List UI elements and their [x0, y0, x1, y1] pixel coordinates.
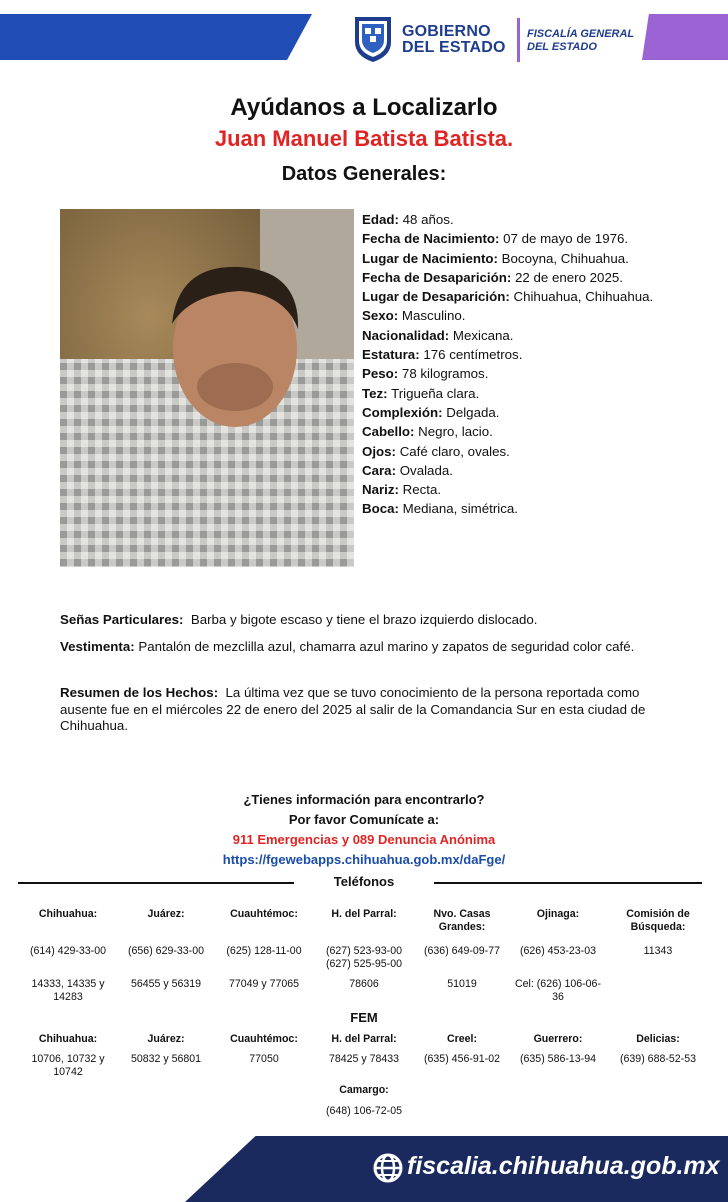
data-row-nacionalidad: [362, 326, 672, 345]
data-row-sexo: [362, 306, 672, 325]
data-row-fecha-desaparicion: [362, 268, 672, 287]
resumen-hechos: [60, 685, 680, 735]
data-value: 48 años.: [402, 212, 454, 227]
data-row-edad: [362, 210, 672, 229]
data-label: Ojos:: [362, 443, 396, 459]
header: [0, 0, 728, 68]
col-header: Chihuahua:: [38, 1033, 98, 1045]
phone-cell: (656) 629-33-00: [128, 945, 204, 957]
missing-person-name: Juan Manuel Batista Batista.: [214, 126, 514, 151]
vestimenta-label: Vestimenta:: [60, 639, 135, 654]
state-shield-logo: [352, 14, 394, 64]
data-row-lugar-desaparicion: [362, 287, 672, 306]
col-header: Juárez:: [147, 1033, 185, 1045]
footer-website[interactable]: fiscalia.chihuahua.gob.mx: [407, 1152, 720, 1180]
data-value: Delgada.: [446, 404, 500, 420]
senas-particulares: [60, 612, 680, 629]
fem-title: FEM: [350, 1010, 378, 1025]
phone-cell: (639) 688-52-53: [620, 1053, 696, 1065]
data-value: 07 de mayo de 1976.: [503, 231, 629, 247]
data-value: Ovalada.: [399, 462, 453, 478]
header-blue-band: [0, 14, 312, 60]
general-data-list: [362, 210, 672, 519]
section-title-datos-generales: Datos Generales:: [281, 163, 447, 185]
resumen-value: La última vez que se tuvo conocimiento de la persona reportada como ausente fue en el miércoles 22 de enero del 2025 al salir de la Comandancia Sur en esta ciudad de Chihuahua.: [60, 685, 646, 733]
data-row-complexion: [362, 403, 672, 422]
data-row-peso: [362, 364, 672, 383]
phone-cell: 11343: [643, 945, 673, 957]
resumen-label: Resumen de los Hechos:: [60, 685, 219, 700]
missing-person-photo: [60, 209, 354, 567]
extension-cell: 50832 y 56801: [130, 1053, 202, 1065]
gobierno-line2: DEL ESTADO: [402, 39, 506, 56]
data-value: 22 de enero 2025.: [514, 269, 623, 285]
extension-cell: 10706, 10732 y 10742: [31, 1053, 105, 1078]
col-header: Cuauhtémoc:: [230, 908, 298, 920]
phone-cell: (636) 649-09-77: [424, 945, 500, 957]
data-label: Fecha de Desaparición:: [362, 269, 512, 285]
extension-cell: 77049 y 77065: [228, 978, 300, 990]
fiscalia-wordmark: [527, 28, 634, 54]
data-label: Cabello:: [362, 424, 415, 440]
telefonos-row-2: [18, 978, 710, 1004]
data-value: 78 kilogramos.: [401, 366, 489, 382]
data-value: Negro, lacio.: [418, 424, 493, 440]
fem-header-row: [18, 1033, 710, 1046]
extension-cell: 78606: [349, 978, 379, 990]
extension-cell: Cel: (626) 106-06-36: [515, 978, 601, 1003]
vestimenta: [60, 639, 680, 656]
data-label: Complexión:: [362, 404, 443, 420]
report-link[interactable]: https://fgewebapps.chihuahua.gob.mx/daFge/: [222, 852, 506, 867]
col-header: Nvo. Casas Grandes:: [433, 908, 491, 933]
data-value: Mexicana.: [452, 327, 514, 343]
data-row-lugar-nacimiento: [362, 249, 672, 268]
data-label: Tez:: [362, 385, 388, 401]
gobierno-line1: GOBIERNO: [402, 23, 491, 40]
data-label: Sexo:: [362, 308, 399, 324]
extension-cell: [606, 978, 710, 1004]
data-value: Café claro, ovales.: [399, 443, 510, 459]
emergency-numbers: 911 Emergencias y 089 Denuncia Anónima: [232, 832, 496, 847]
camargo-label: Camargo:: [339, 1084, 389, 1096]
extension-cell: 14333, 14335 y 14283: [31, 978, 105, 1003]
data-row-cara: [362, 461, 672, 480]
camargo-phone: (648) 106-72-05: [326, 1105, 402, 1117]
phone-cell: (635) 456-91-02: [424, 1053, 500, 1065]
fem-row-1: [18, 1053, 710, 1079]
data-value: Trigueña clara.: [391, 385, 480, 401]
col-header: H. del Parral:: [331, 908, 397, 920]
extension-cell: 56455 y 56319: [130, 978, 202, 990]
vestimenta-value: Pantalón de mezclilla azul, chamarra azul marino y zapatos de seguridad color café.: [138, 639, 635, 654]
data-row-ojos: [362, 442, 672, 461]
data-value: 176 centímetros.: [423, 347, 523, 363]
fiscalia-line2: DEL ESTADO: [527, 41, 597, 53]
page-title: Ayúdanos a Localizarlo: [230, 94, 498, 121]
data-row-tez: [362, 384, 672, 403]
phone-cell: (627) 523-93-00 (627) 525-95-00: [326, 945, 402, 970]
data-row-cabello: [362, 422, 672, 441]
header-purple-band: [642, 14, 728, 60]
col-header: Chihuahua:: [38, 908, 98, 920]
data-label: Nariz:: [362, 482, 399, 498]
globe-icon: [372, 1152, 404, 1184]
data-label: Edad:: [362, 212, 399, 227]
telefonos-title: Teléfonos: [333, 874, 395, 889]
senas-value: Barba y bigote escaso y tiene el brazo izquierdo dislocado.: [190, 612, 538, 627]
phone-cell: (635) 586-13-94: [520, 1053, 596, 1065]
data-label: Estatura:: [362, 347, 420, 363]
gobierno-del-estado-wordmark: [402, 24, 506, 56]
extension-cell: 51019: [447, 978, 477, 990]
data-label: Cara:: [362, 462, 396, 478]
data-value: Mediana, simétrica.: [402, 501, 518, 517]
data-value: Recta.: [402, 482, 442, 498]
senas-label: Señas Particulares:: [60, 612, 184, 627]
col-header: Cuauhtémoc:: [230, 1033, 298, 1045]
data-label: Fecha de Nacimiento:: [362, 231, 500, 247]
header-divider: [517, 18, 520, 62]
contact-prompt: Por favor Comunícate a:: [288, 812, 440, 827]
data-label: Lugar de Nacimiento:: [362, 250, 498, 266]
data-row-boca: [362, 499, 672, 518]
contact-block: [0, 790, 728, 870]
col-header: H. del Parral:: [331, 1033, 397, 1045]
fiscalia-line1: FISCALÍA GENERAL: [527, 28, 635, 40]
data-row-nariz: [362, 480, 672, 499]
extension-cell: 77050: [249, 1053, 279, 1065]
telefonos-row-1: [18, 945, 710, 971]
data-value: Masculino.: [401, 308, 466, 324]
col-header: Juárez:: [147, 908, 185, 920]
col-header: Ojinaga:: [536, 908, 580, 920]
data-label: Lugar de Desaparición:: [362, 289, 510, 305]
data-label: Boca:: [362, 501, 399, 517]
data-label: Peso:: [362, 366, 399, 382]
col-header: Guerrero:: [533, 1033, 583, 1045]
contact-question: ¿Tienes información para encontrarlo?: [243, 792, 485, 807]
col-header: Comisión de Búsqueda:: [626, 908, 690, 933]
telefonos-header-row: [18, 908, 710, 934]
col-header: Creel:: [446, 1033, 478, 1045]
phone-cell: (626) 453-23-03: [520, 945, 596, 957]
phone-cell: (614) 429-33-00: [30, 945, 106, 957]
data-label: Nacionalidad:: [362, 327, 450, 343]
data-value: Chihuahua, Chihuahua.: [513, 289, 654, 305]
phone-cell: (625) 128-11-00: [226, 945, 302, 957]
col-header: Delicias:: [636, 1033, 680, 1045]
data-value: Bocoyna, Chihuahua.: [501, 250, 629, 266]
data-row-fecha-nacimiento: [362, 229, 672, 248]
data-row-estatura: [362, 345, 672, 364]
extension-cell: 78425 y 78433: [328, 1053, 400, 1065]
